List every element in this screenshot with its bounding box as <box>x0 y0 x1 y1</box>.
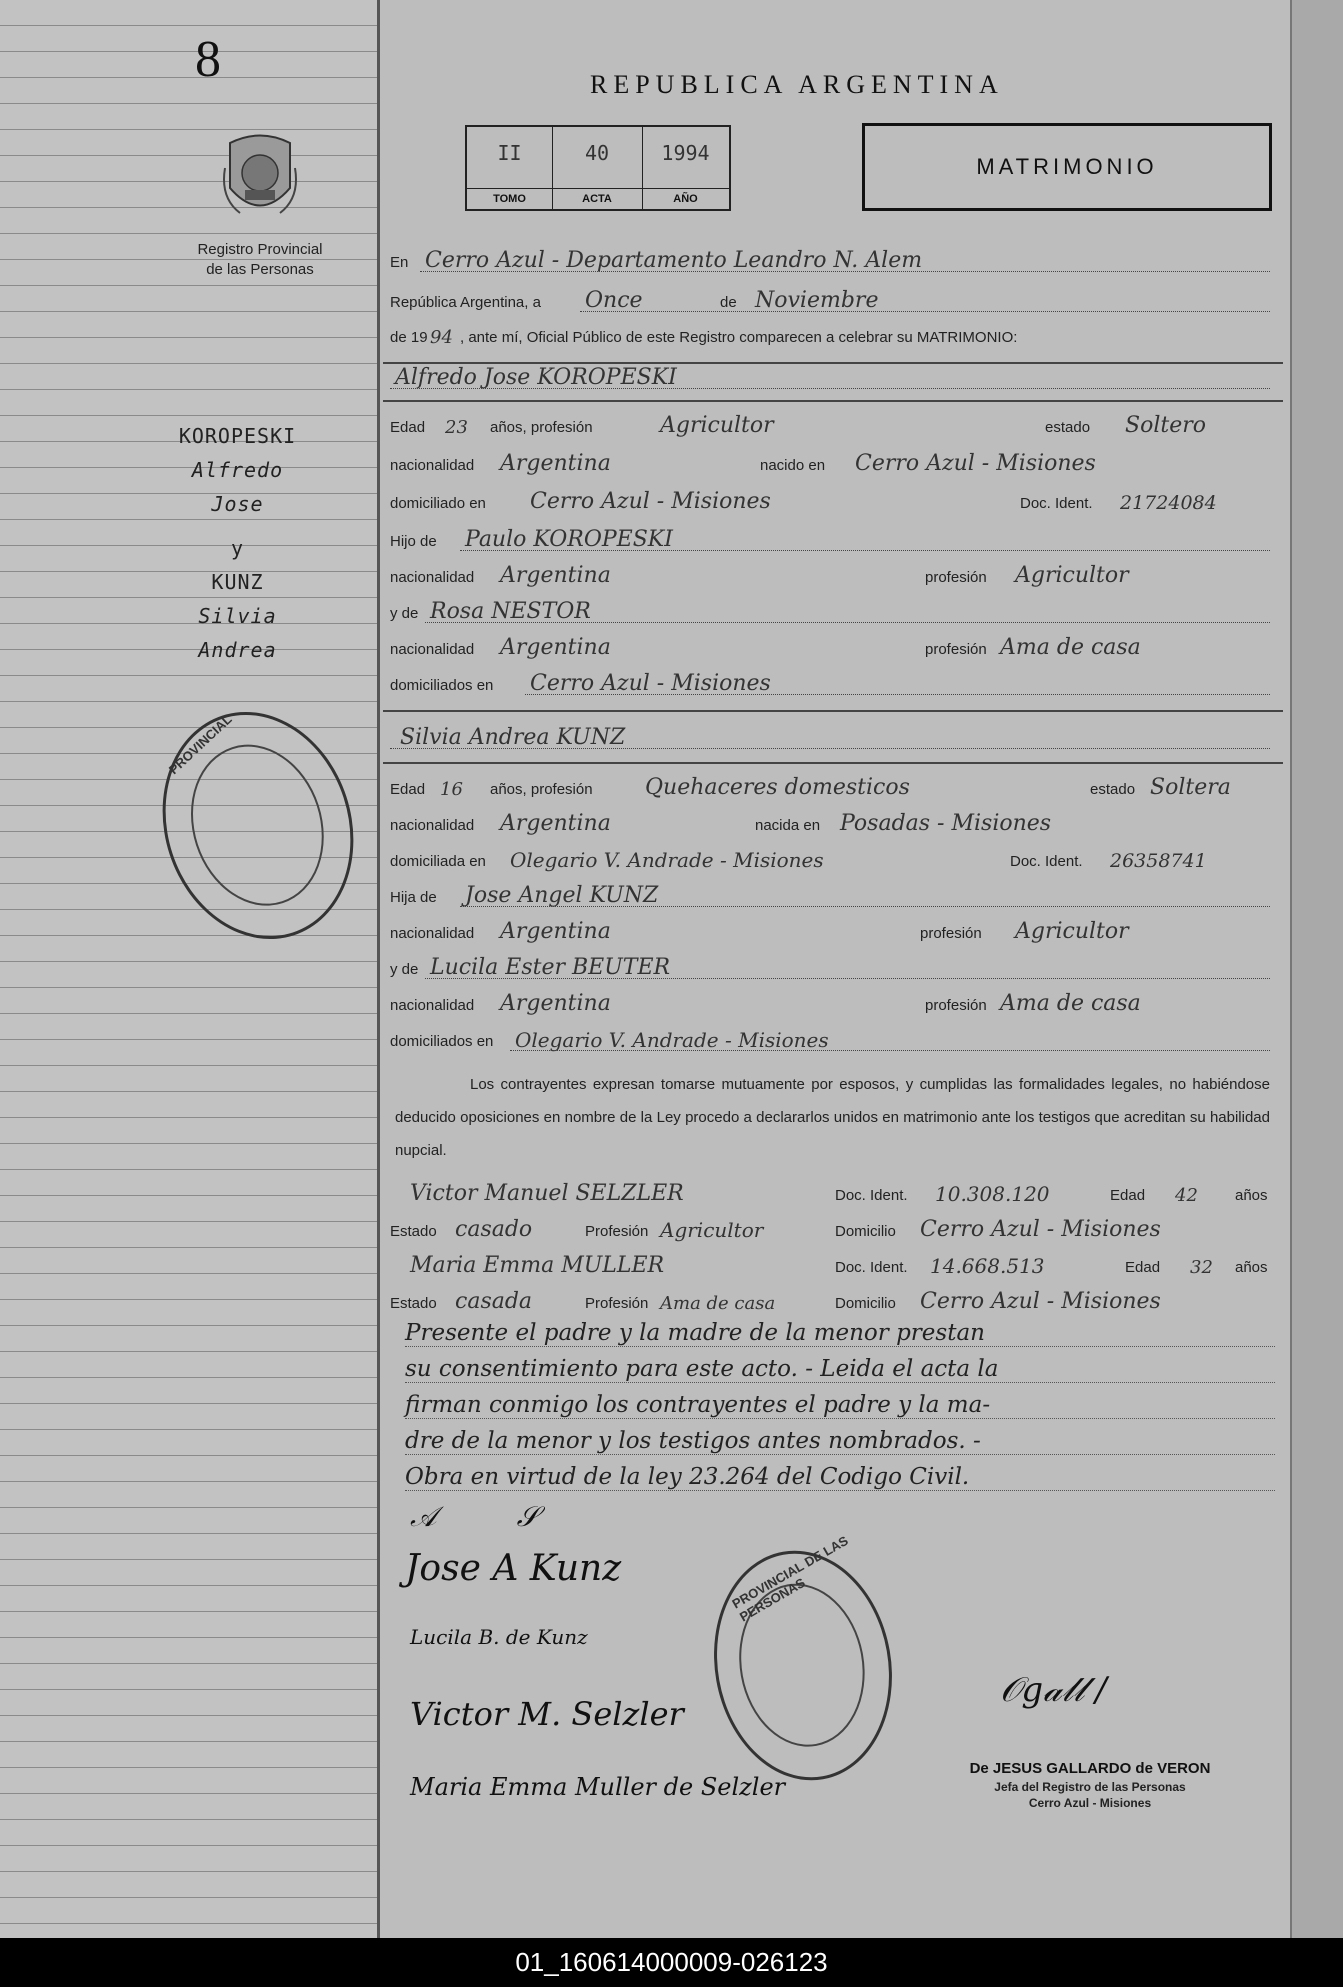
ano-label: AÑO <box>642 188 729 209</box>
bride-mother: Lucila Ester BEUTER <box>430 955 671 980</box>
groom-domicile-row: domiciliado en Cerro Azul - Misiones Doc. Ident. 21724084 <box>390 489 1217 514</box>
tomo-value: II <box>497 141 522 165</box>
bride-age: 16 <box>440 779 463 800</box>
note-line: firman conmigo los contrayentes el padre y la ma- <box>405 1392 1275 1419</box>
tomo-label: TOMO <box>467 188 552 209</box>
margin-name: Jose <box>211 492 264 516</box>
acta-type-box: MATRIMONIO <box>862 123 1272 211</box>
witness2-profession: Ama de casa <box>660 1293 776 1314</box>
bride-father-row: Hija de Jose Angel KUNZ <box>390 880 1270 910</box>
signature-father: Jose A Kunz <box>405 1548 622 1589</box>
groom-profession: Agricultor <box>660 413 774 438</box>
witness2-doc: 14.668.513 <box>930 1254 1045 1278</box>
groom-birthplace: Cerro Azul - Misiones <box>855 451 1096 476</box>
bride-doc: 26358741 <box>1110 850 1207 872</box>
image-id-footer: 01_160614000009-026123 <box>0 1938 1343 1987</box>
margin-name: Alfredo <box>191 458 284 482</box>
margin-name: KUNZ <box>211 570 264 594</box>
witness2-domicile: Cerro Azul - Misiones <box>920 1289 1161 1314</box>
witness2-row: Maria Emma MULLER Doc. Ident. 14.668.513 Edad 32 años <box>410 1253 1268 1278</box>
bride-age-row: Edad 16 años, profesión Quehaceres domesticos estado Soltera <box>390 775 1231 800</box>
left-margin <box>0 0 378 1938</box>
witness2-age: 32 <box>1190 1257 1213 1278</box>
witness1-age: 42 <box>1175 1185 1198 1206</box>
witness1-status: casado <box>455 1217 533 1242</box>
bride-mother-profession: Ama de casa <box>1000 991 1141 1016</box>
groom-age: 23 <box>445 417 468 438</box>
document-title: REPUBLICA ARGENTINA <box>590 70 1004 99</box>
groom-age-row: Edad 23 años, profesión Agricultor estado Soltero <box>390 413 1206 438</box>
registro-label: Registro Provincial de las Personas <box>197 241 323 278</box>
bride-mother-nationality: Argentina <box>500 991 611 1016</box>
bride-parents-domicile: Olegario V. Andrade - Misiones <box>515 1028 829 1052</box>
groom-father-nationality-row: nacionalidad Argentina profesión Agricultor <box>390 563 1129 588</box>
groom-mother-profession: Ama de casa <box>1000 635 1141 660</box>
bride-mother-nationality-row: nacionalidad Argentina profesión Ama de casa <box>390 991 1141 1016</box>
groom-nationality: Argentina <box>500 451 611 476</box>
witness2-details-row: Estado casada Profesión Ama de casa Domicilio Cerro Azul - Misiones <box>390 1289 1161 1314</box>
signature-official: 𝒪𝑔𝒶𝓁𝓁 / <box>1000 1670 1107 1710</box>
margin-divider <box>377 0 380 1938</box>
year-row: de 19 94 , ante mí, Oficial Público de este Registro comparecen a celebrar su MATRIMONIO: <box>390 327 1018 348</box>
seal-text: PROVINCIAL DE LAS PERSONAS <box>729 1532 851 1625</box>
place-row: En Cerro Azul - Departamento Leandro N. Alem <box>390 245 1270 275</box>
place-value: Cerro Azul - Departamento Leandro N. Alem <box>425 248 923 273</box>
witness2-name: Maria Emma MULLER <box>410 1253 665 1278</box>
bride-name-row <box>390 722 1270 752</box>
groom-father-nationality: Argentina <box>500 563 611 588</box>
groom-name-row <box>390 362 1270 392</box>
bride-nationality-row: nacionalidad Argentina nacida en Posadas - Misiones <box>390 811 1052 836</box>
date-row: República Argentina, a Once de Noviembre <box>390 285 1270 315</box>
binding-strip <box>1290 0 1343 1938</box>
page-number: 8 <box>195 31 221 88</box>
margin-name: y <box>230 536 245 560</box>
ano-value: 1994 <box>661 141 710 165</box>
bride-name: Silvia Andrea KUNZ <box>400 725 626 750</box>
signature-witness1: Victor M. Selzler <box>410 1695 684 1733</box>
declaration-text: Los contrayentes expresan tomarse mutuamente por esposos, y cumplidas las formalidades legales, no habiéndose deducido oposiciones en nombre de la Ley procedo a declararlos unidos en matrimonio ante los testigos que acreditan su habilidad nupcial. <box>395 1076 1270 1159</box>
bride-father-profession: Agricultor <box>1015 919 1129 944</box>
groom-father-row: Hijo de Paulo KOROPESKI <box>390 524 1270 554</box>
groom-status: Soltero <box>1125 413 1206 438</box>
bride-profession: Quehaceres domesticos <box>645 775 910 800</box>
bride-domicile: Olegario V. Andrade - Misiones <box>510 848 824 872</box>
groom-domicile: Cerro Azul - Misiones <box>530 489 771 514</box>
coat-of-arms-icon <box>220 128 300 228</box>
bride-father-nationality-row: nacionalidad Argentina profesión Agricultor <box>390 919 1129 944</box>
groom-mother-nationality: Argentina <box>500 635 611 660</box>
margin-name: KOROPESKI <box>178 424 297 448</box>
margin-name: Silvia <box>198 604 277 628</box>
signature-mother: Lucila B. de Kunz <box>410 1625 588 1649</box>
witness1-profession: Agricultor <box>660 1218 764 1242</box>
witness1-details-row: Estado casado Profesión Agricultor Domicilio Cerro Azul - Misiones <box>390 1217 1161 1242</box>
groom-father-profession: Agricultor <box>1015 563 1129 588</box>
tomo-acta-ano-box <box>465 125 731 211</box>
official-title: Jefa del Registro de las Personas <box>994 1780 1186 1794</box>
bride-birthplace: Posadas - Misiones <box>840 811 1052 836</box>
groom-parents-domicile-row: domiciliados en Cerro Azul - Misiones <box>390 668 1270 698</box>
groom-parents-domicile: Cerro Azul - Misiones <box>530 671 771 696</box>
note-line: dre de la menor y los testigos antes nombrados. - <box>405 1428 1275 1455</box>
note-line: Presente el padre y la madre de la menor prestan <box>405 1320 1275 1347</box>
bride-father-nationality: Argentina <box>500 919 611 944</box>
bride-status: Soltera <box>1150 775 1231 800</box>
bride-domicile-row: domiciliada en Olegario V. Andrade - Misiones Doc. Ident. 26358741 <box>390 848 1207 872</box>
witness1-name: Victor Manuel SELZLER <box>410 1181 684 1206</box>
acta-value: 40 <box>584 141 610 165</box>
groom-name: Alfredo Jose KOROPESKI <box>395 365 677 390</box>
acta-label: ACTA <box>552 188 642 209</box>
bride-mother-row: y de Lucila Ester BEUTER <box>390 952 1270 982</box>
groom-father: Paulo KOROPESKI <box>465 527 673 552</box>
groom-nationality-row: nacionalidad Argentina nacido en Cerro Azul - Misiones <box>390 451 1096 476</box>
witness1-domicile: Cerro Azul - Misiones <box>920 1217 1161 1242</box>
bride-nationality: Argentina <box>500 811 611 836</box>
official-place: Cerro Azul - Misiones <box>1028 1796 1152 1810</box>
signature-mark: 𝒜 𝒮 <box>410 1500 539 1533</box>
groom-mother-row: y de Rosa NESTOR <box>390 596 1270 626</box>
signature-witness2: Maria Emma Muller de Selzler <box>410 1773 786 1801</box>
bride-parents-domicile-row: domiciliados en Olegario V. Andrade - Misiones <box>390 1024 1270 1054</box>
witness1-doc: 10.308.120 <box>935 1182 1050 1206</box>
groom-mother: Rosa NESTOR <box>430 599 591 624</box>
groom-doc: 21724084 <box>1120 492 1217 514</box>
bride-father: Jose Angel KUNZ <box>465 883 659 908</box>
registry-seal-stamp: PROVINCIAL <box>134 687 382 964</box>
official-name: De JESUS GALLARDO de VERON <box>969 1760 1211 1777</box>
margin-name: Andrea <box>198 638 277 662</box>
note-line: su consentimiento para este acto. - Leida el acta la <box>405 1356 1275 1383</box>
note-line: Obra en virtud de la ley 23.264 del Codigo Civil. <box>405 1464 1275 1491</box>
witness1-row: Victor Manuel SELZLER Doc. Ident. 10.308.120 Edad 42 años <box>410 1181 1268 1206</box>
year-value: 94 <box>430 327 453 348</box>
day-value: Once <box>585 288 643 313</box>
groom-mother-nationality-row: nacionalidad Argentina profesión Ama de casa <box>390 635 1141 660</box>
month-value: Noviembre <box>755 288 879 313</box>
witness2-status: casada <box>455 1289 533 1314</box>
